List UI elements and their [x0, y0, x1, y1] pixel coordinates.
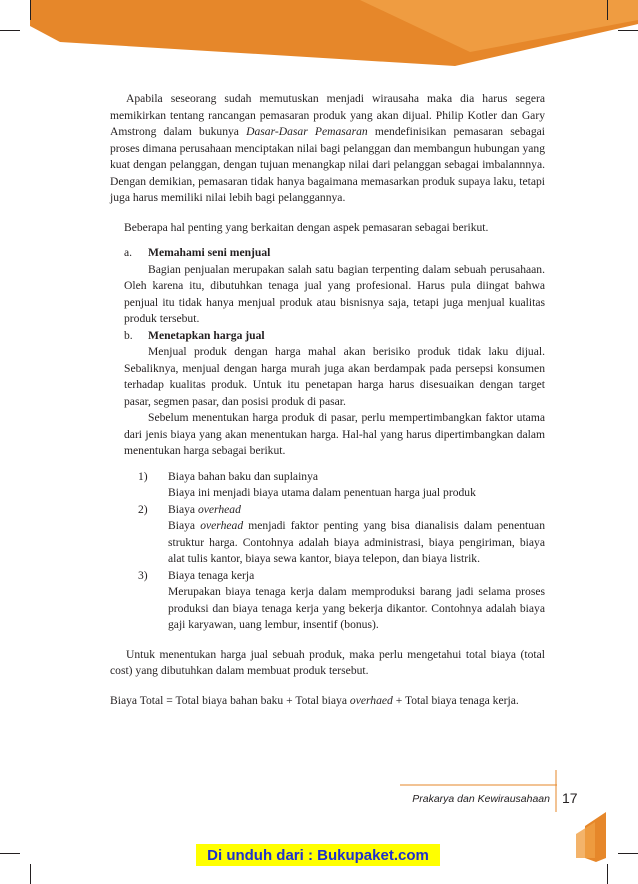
cost-item-title: Biaya overhead	[168, 502, 241, 516]
crop-mark-br-h	[618, 853, 638, 854]
section-b-text-1: Menjual produk dengan harga mahal akan berisiko produk tidak laku dijual. Sebaliknya, menjual dengan harga murah juga akan berdampak pada persepsi konsumen terhadap kualitas produk. Untuk itu penetapan harga harus disesuaikan dengan target pasar, segmen pasar, dan posisi produk di pasar.	[124, 345, 545, 408]
section-b-marker: b.	[124, 328, 133, 342]
intro-text-b: mendefinisikan pemasaran sebagai proses dimana perusahaan menciptakan nilai bagi pelanggan dan membangun hubungan yang kuat dengan pelanggan, dengan tujuan menangkap nilai dari pelanggan sebagai imbalannnya. Dengan demikian, pemasaran tidak hanya bagaimana memasarkan produk supaya laku, tetapi juga harus memiliki nilai lebih bagi pelanggannya.	[110, 125, 545, 204]
section-a-text: Bagian penjualan merupakan salah satu bagian terpenting dalam sebuah perusahaan. Oleh karena itu, dibutuhkan tenaga jual yang profesional. Harus pula diingat bahwa penjual itu tidak hanya menjual produk atau bisnisnya saja, tetapi juga menjual kualitas produk tersebut.	[124, 262, 545, 325]
section-b-text-2: Sebelum menentukan harga produk di pasar, perlu mempertimbangkan faktor utama dari jenis biaya yang akan menentukan harga. Hal-hal yang harus dipertimbangkan dalam menentukan harga sebagai berikut.	[124, 411, 545, 457]
crop-mark-tl-h	[0, 30, 20, 31]
aspects-intro: Beberapa hal penting yang berkaitan dengan aspek pemasaran sebagai berikut.	[124, 220, 489, 234]
book-title-footer: Prakarya dan Kewirausahaan	[412, 793, 550, 805]
section-a-title: Memahami seni menjual	[148, 246, 271, 259]
cost-item-desc: Biaya ini menjadi biaya utama dalam penentuan harga jual produk	[168, 486, 476, 499]
cost-item-marker: 3)	[138, 568, 148, 582]
crop-mark-bl-h	[0, 853, 20, 854]
download-source-banner[interactable]: Di unduh dari : Bukupaket.com	[196, 844, 440, 866]
cost-item-marker: 2)	[138, 502, 148, 516]
cost-item-title: Biaya tenaga kerja	[168, 568, 255, 582]
page-number: 17	[562, 790, 578, 806]
cost-list	[110, 469, 545, 634]
section-a-marker: a.	[124, 246, 133, 259]
section-b	[110, 328, 545, 460]
cost-item	[110, 502, 545, 568]
cost-item	[110, 469, 545, 502]
body-text	[110, 91, 545, 709]
crop-mark-bl-v	[30, 864, 31, 884]
section-a	[110, 245, 545, 328]
cost-item-marker: 1)	[138, 469, 148, 483]
crop-mark-tr-v	[607, 0, 608, 20]
intro-text-a: Apabila seseorang sudah memutuskan menjadi wirausaha maka dia harus segera memikirkan tentang rancangan pemasaran produk yang akan dijual. Philip Kotler dan Gary Amstrong dalam bukunya	[110, 92, 545, 138]
total-cost-formula: Biaya Total = Total biaya bahan baku + Total biaya overhaed + Total biaya tenaga kerja.	[110, 693, 519, 707]
crop-mark-tl-v	[30, 0, 31, 20]
cost-item	[110, 568, 545, 634]
section-a-heading	[124, 245, 545, 262]
section-b-heading	[124, 328, 545, 345]
crop-mark-br-v	[607, 864, 608, 884]
intro-paragraph	[110, 91, 545, 207]
cost-item-desc: Merupakan biaya tenaga kerja dalam memproduksi barang jadi selama proses produksi dan biaya tenaga kerja yang bekerja dikantor. Contohnya adalah biaya gaji karyawan, uang lembur, insentif (bonus).	[168, 585, 545, 631]
cost-item-title: Biaya bahan baku dan suplainya	[168, 469, 319, 483]
cost-item-desc: Biaya overhead menjadi faktor penting yang bisa dianalisis dalam penentuan struktur harga. Contohnya adalah biaya administrasi, biaya pengiriman, biaya alat tulis kantor, biaya sewa kantor, biaya telepon, dan biaya listrik.	[168, 519, 545, 565]
section-b-title: Menetapkan harga jual	[148, 328, 265, 342]
closing-paragraph: Untuk menentukan harga jual sebuah produk, maka perlu mengetahui total biaya (total cost) yang dibutuhkan dalam membuat produk tersebut.	[110, 647, 545, 677]
crop-mark-tr-h	[618, 30, 638, 31]
book-title-italic: Dasar-Dasar Pemasaran	[246, 125, 368, 138]
